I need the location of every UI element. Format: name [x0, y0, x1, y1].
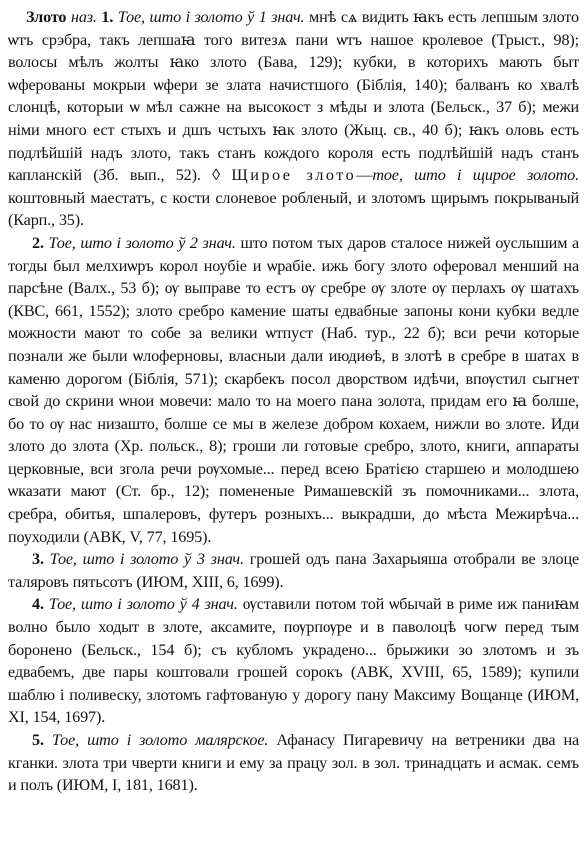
- sense-number: 2.: [32, 233, 44, 252]
- headword: Злото: [26, 8, 67, 26]
- sense-number: 1.: [101, 8, 114, 26]
- sense-definition: Тое, што і золото ў 2 знач.: [48, 233, 236, 252]
- sense-1: [8, 6, 579, 232]
- subentry-definition: тое, што і щирое золото.: [372, 166, 579, 185]
- sense-2: [8, 232, 579, 548]
- subentry-citations: коштовный маестатъ, с кости слоневое робленый, и злотомъ щирымъ покрываный (Карп., 35).: [8, 188, 579, 230]
- sense-number: 4.: [32, 595, 44, 614]
- sense-citations: што потом тых даров сталосе нижей оуслышим а тогды был мелхиѡръ корол ноубіе и ѡрабіе. ижь богу злото оферовал менший на парсѣне (Валх., 53 б); ѹ выправе то естъ ѹ сребре ѹ злоте ѹ перлахъ ѹ шатахъ (КВС, 661, 1552); злото сребро камение шаты едвабные запоны кони кубки ведле можности мают то собе за велики ѡтпуст (Наб. тур., 22 б); вси речи которые познали же были ѡлоферновы, власныи дали июдиѳѣ, в злотѣ в сребре в шатах в каменю дорогом (Біблія, 571); скарбекъ посол дворством идѣчи, впѹстил сыгнет свой до скрини ѡнои мовечи: мало то на моего пана золота, придам его ꙗ болше, бо то ѹ нас низашто, болше се мы в железе добром кохаем, нижли во злоте. Иди злото до злота (Хр. польск., 8); гроши ли готовые сребро, злото, книги, аппараты церковные, вси зголa речи рѹхомые... перед всею Братією старшею и молодшею ѡказати мают (Ст. бр., 12); помененые Римашевскій зъ помочниками... злота, сребра, обитья, шпалеровъ, футеръ розныхъ... выкрадши, до мѣста Межирѣча... поуходили (АВК, V, 77, 1695).: [8, 233, 579, 546]
- sense-number: 3.: [32, 550, 44, 569]
- sense-citations: ѹставили потом той ѡбычай в риме иж паниꙗм волно было ходыт в злоте, аксамите, пѹрпѹре и в паволоцѣ чогѡ перед тым боронено (Бельск., 154 б); съ кубломъ украдено... брыжики зо злотомъ и зъ едвабемъ, две пары коштовали грошей сорокъ (АВК, XVIII, 65, 1589); купили шаблю і поливеску, злотомъ гафтованую у дорогу пану Максиму Вощанце (ИЮМ, XI, 154, 1697).: [8, 595, 579, 727]
- sense-citations: мнѣ сѧ видить ꙗкъ есть лепшым злото ѡтъ срэбра, такъ лепшаꙗ того витезѧ пани ѡтъ нашое кролевое (Трыст., 98); волосы мѣлъ жолты ꙗко злото (Бава, 129); кубки, в которихъ мають быт ѡферованы мокрыи ѡфери зе злата начистшого (Біблія, 140); балванъ ко хвалѣ слонцѣ, которыи ѡ мѣл сажне на высокост з мѣды и злота (Бельск., 37 б); межи німи много ест стыхъ и дшъ чстыхъ ꙗк злото (Жыц. св., 40 б); ꙗкъ оловь есть подлѣйшій надъ злото, такъ станъ кождого короля есть подлѣйшій надъ станъ капланскій (Зб. вып., 52).: [8, 8, 579, 185]
- part-of-speech: наз.: [70, 8, 97, 26]
- sense-definition: Тое, што і золото ў 1 знач.: [117, 8, 305, 26]
- sense-definition: Тое, што і золото малярское.: [51, 731, 269, 749]
- sense-4: [8, 593, 579, 729]
- sense-definition: Тое, што і золото ў 3 знач.: [49, 550, 244, 569]
- sense-citations: Афанасу Пигаревичу на ветреники два на кганки. злота три чверти книги и ему за працу зол. в зол. тринадцать и асмак. семъ и полъ (ИЮМ, I, 181, 1681).: [8, 731, 579, 795]
- subentry-term: Щирое злото: [231, 166, 357, 185]
- sense-number: 5.: [32, 731, 44, 749]
- subentry-dash: —: [356, 166, 373, 185]
- subentry-marker: ◊: [212, 166, 220, 185]
- sense-definition: Тое, што і золото ў 4 знач.: [48, 595, 238, 614]
- sense-citations: грошей одъ пана Захарыяша отобрали ве злоце таляровъ пятьсотъ (ИЮМ, XIII, 6, 1699).: [8, 550, 579, 591]
- sense-3: [8, 548, 579, 593]
- sense-5: [8, 729, 579, 797]
